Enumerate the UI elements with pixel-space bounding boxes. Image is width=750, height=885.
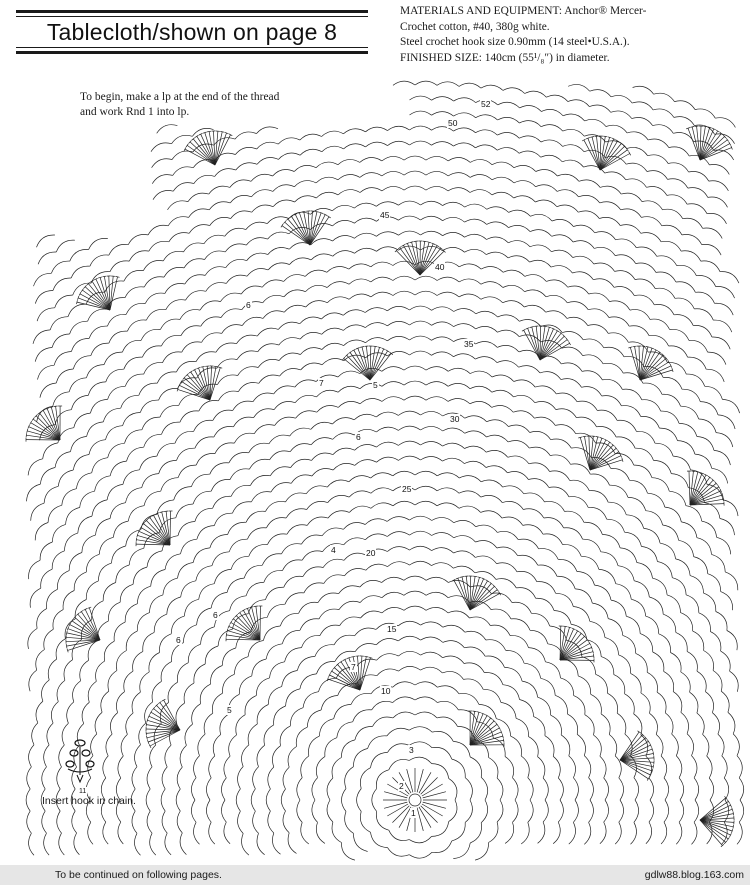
- footer-bar: [0, 865, 750, 885]
- insert-hook-note: Insert hook in chain.: [42, 795, 136, 807]
- round-label: 20: [366, 548, 376, 558]
- round-label: 7: [351, 662, 356, 672]
- round-label: 6: [356, 432, 361, 442]
- materials-line: Crochet cotton, #40, 380g white.: [400, 20, 550, 33]
- round-label: 35: [464, 339, 474, 349]
- chain-icon-label: 11: [79, 788, 87, 795]
- round-label: 4: [331, 545, 336, 555]
- chart-strokes: [26, 81, 744, 860]
- round-label: 5: [373, 380, 378, 390]
- continued-note: To be continued on following pages.: [55, 869, 222, 881]
- round-label: 25: [402, 484, 412, 494]
- round-label: 15: [387, 624, 397, 634]
- intro-line: and work Rnd 1 into lp.: [80, 106, 190, 118]
- round-label: 40: [435, 262, 445, 272]
- round-label: 6: [213, 610, 218, 620]
- round-label: 7: [319, 378, 324, 388]
- round-label: 5: [227, 705, 232, 715]
- round-label: 6: [246, 300, 251, 310]
- title-banner: [16, 10, 368, 54]
- round-label: 6: [176, 635, 181, 645]
- watermark: gdlw88.blog.163.com: [644, 869, 744, 881]
- intro-line: To begin, make a lp at the end of the thread: [80, 91, 280, 103]
- round-label: 52: [481, 99, 491, 109]
- intro-instructions: [80, 90, 380, 120]
- round-label: 10: [381, 686, 391, 696]
- materials-line: Steel crochet hook size 0.90mm (14 steel•U.S.A.).: [400, 36, 630, 48]
- page-title: Tablecloth/shown on page 8: [46, 18, 338, 45]
- materials-block: [400, 4, 745, 66]
- round-label: 50: [448, 118, 458, 128]
- chain-stitch-icon: [60, 735, 100, 795]
- round-label: 2: [399, 781, 404, 791]
- round-label: 1: [411, 808, 416, 818]
- round-label: 45: [380, 210, 390, 220]
- round-label: 30: [450, 414, 460, 424]
- materials-line: MATERIALS AND EQUIPMENT: Anchor® Mercer-: [400, 5, 647, 17]
- finished-size-line: FINISHED SIZE: 140cm (55¹/₈″) in diameter.: [400, 51, 610, 64]
- round-label: 3: [409, 745, 414, 755]
